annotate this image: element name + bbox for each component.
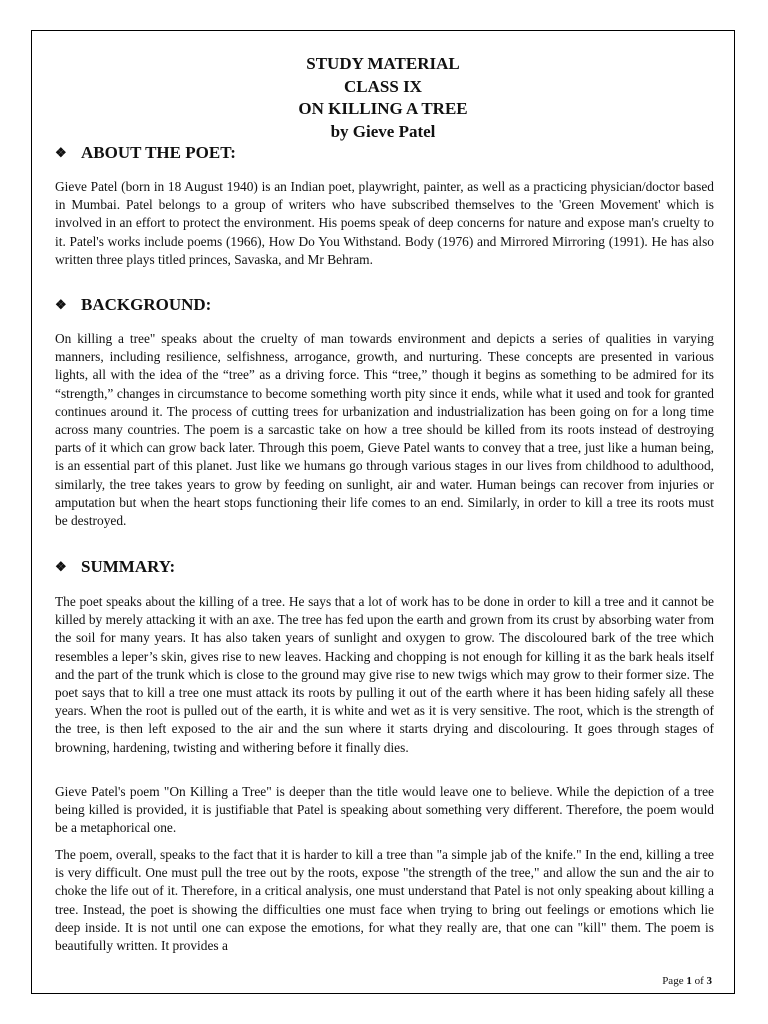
paragraph-about-poet: Gieve Patel (born in 18 August 1940) is an Indian poet, playwright, painter, as well as a practicing physician/doctor based in Mumbai. Patel belongs to a group of writers who have subscribed themselves to the 'Green Movement' which is involved in an effort to protect the environment. His poems speak of deep concerns for nature and expose man's cruelty to it. Patel's works include poems (1966), How Do You Withstand. Body (1976) and Mirrored Mirroring (1991). He has also written three plays titled princes, Savaska, and Mr Behram. [55, 179, 714, 267]
diamond-bullet-icon: ❖ [55, 297, 67, 312]
paragraph-background: On killing a tree" speaks about the cruelty of man towards environment and depicts a series of qualities in varying manners, including resilience, selfishness, arrogance, growth, and nurturing. These concepts are presented in various lights, all with the idea of the “tree” as a driving force. This “tree,” though it begins as something to be admired for its “strength,” changes in circumstance to become something worth pity since it ends, while what it used and took for granted continues around it. The process of cutting trees for urbanization and industrialization has been going on for a long time across many countries. The poem is a sarcastic take on how a tree should be killed from its roots instead of destroying parts of it which can grow back later. Through this poem, Gieve Patel wants to convey that a tree, just like a human being, is an essential part of this planet. Just like we humans go through various stages in our lives from childhood to adulthood, similarly, the tree takes years to grow by feeding on sunlight, air and water. Human beings can recover from injuries or amputation but when the heart stops functioning their life comes to an end. Similarly, in order to kill a tree its roots must be destroyed. [55, 331, 714, 529]
page-total: 3 [706, 975, 712, 987]
paragraph-summary-2: Gieve Patel's poem "On Killing a Tree" is deeper than the title would leave one to believe. While the depiction of a tree being killed is provided, it is justifiable that Patel is speaking about something very different. Therefore, the poem would be a metaphorical one. [55, 784, 714, 836]
heading-about-poet-label: ABOUT THE POET: [81, 143, 236, 162]
paragraph-summary-3: The poem, overall, speaks to the fact that it is harder to kill a tree than "a simple jab of the knife." In the end, killing a tree is very difficult. One must pull the tree out by the roots, expose "the strength of the tree," and allow the sun and the air to choke the life out of it. Therefore, in a critical analysis, one must understand that Patel is not only speaking about killing a tree. Instead, the poet is showing the difficulties one must face when trying to bring out feelings or emotions which lie deep inside. It is not until one can expose the emotions, for what they really are, that one can "kill" them. The poem is beautifully written. It provides a [55, 847, 714, 954]
title-author: by Gieve Patel [330, 121, 436, 141]
title-poem: ON KILLING A TREE [298, 99, 468, 118]
diamond-bullet-icon: ❖ [55, 559, 67, 574]
title-study-material: STUDY MATERIAL [306, 54, 460, 73]
heading-background-label: BACKGROUND: [81, 295, 212, 314]
page-number [662, 975, 712, 987]
title-class: CLASS IX [344, 76, 422, 96]
title-block [32, 53, 734, 143]
heading-background [55, 295, 211, 315]
document-page [31, 30, 735, 994]
heading-summary-label: SUMMARY: [81, 557, 176, 576]
paragraph-summary-1: The poet speaks about the killing of a tree. He says that a lot of work has to be done in order to kill a tree and it cannot be killed by merely attacking it with an axe. The tree has fed upon the earth and grown from its crust by absorbing water from the soil for many years. It has also taken years of sunlight and oxygen to grow. The discoloured bark of the tree which resembles a leper’s skin, gives rise to new leaves. Hacking and chopping is not enough for killing it as the bark heals itself and the part of the trunk which is close to the ground may give rise to new twigs which may grow to their former size. The poet says that to kill a tree one must attack its roots by pulling it out of the earth where it has been hiding safely all these years. When the root is pulled out of the earth, it is white and wet as it is very sensitive. The root, which is the strength of the tree, is then left exposed to the air and the sun where it starts drying and discolouring. It goes through stages of browning, hardening, twisting and withering before it finally dies. [55, 594, 714, 755]
heading-about-poet [55, 143, 236, 163]
heading-summary [55, 557, 175, 577]
page-word: Page [662, 975, 684, 987]
page-current: 1 [686, 975, 692, 987]
page-of-word: of [694, 975, 704, 987]
diamond-bullet-icon: ❖ [55, 145, 67, 160]
